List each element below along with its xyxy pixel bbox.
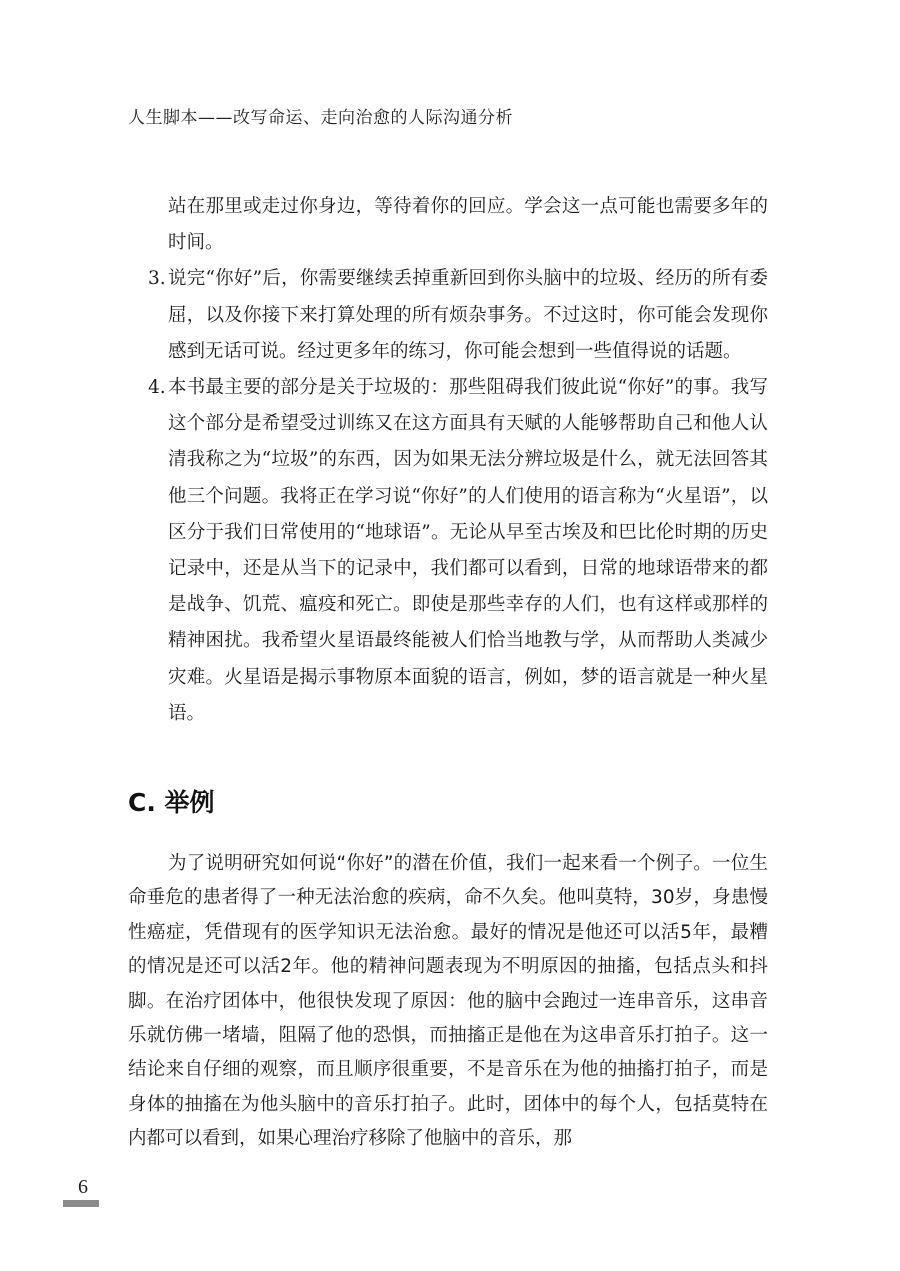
body-paragraph: 为了说明研究如何说“你好”的潜在价值，我们一起来看一个例子。一位生命垂危的患者得了一种无法治愈的疾病，命不久矣。他叫莫特，30岁，身患慢性癌症，凭借现有的医学知识无法治愈。最好的情况是他还可以活5年，最糟的情况是还可以活2年。他的精神问题表现为不明原因的抽搐，包括点头和抖脚。在治疗团体中，他很快发现了原因：他的脑中会跑过一连串音乐，这串音乐就仿佛一堵墙，阻隔了他的恐惧，而抽搐正是他在为这串音乐打拍子。这一结论来自仔细的观察，而且顺序很重要，不是音乐在为他的抽搐打拍子，而是身体的抽搐在为他头脑中的音乐打拍子。此时，团体中的每个人，包括莫特在内都可以看到，如果心理治疗移除了他脑中的音乐，那 xyxy=(128,853,768,1150)
list-item xyxy=(128,261,768,370)
main-content xyxy=(128,189,768,732)
numbered-list xyxy=(128,261,768,732)
section-heading: C. 举例 xyxy=(128,788,215,817)
page-number-bar xyxy=(63,1200,99,1207)
running-header: 人生脚本——改写命运、走向治愈的人际沟通分析 xyxy=(128,108,513,128)
list-item-number: 4. xyxy=(148,377,166,399)
continuation-paragraph: 站在那里或走过你身边，等待着你的回应。学会这一点可能也需要多年的时间。 xyxy=(168,196,768,254)
list-item-text: 说完“你好”后，你需要继续丢掉重新回到你头脑中的垃圾、经历的所有委屈，以及你接下来打算处理的所有烦杂事务。不过这时，你可能会发现你感到无话可说。经过更多年的练习，你可能会想到一些值得说的话题。 xyxy=(168,268,768,362)
page-number: 6 xyxy=(78,1176,88,1198)
list-item-text: 本书最主要的部分是关于垃圾的：那些阻碍我们彼此说“你好”的事。我写这个部分是希望受过训练又在这方面具有天赋的人能够帮助自己和他人认清我称之为“垃圾”的东西，因为如果无法分辨垃圾是什么，就无法回答其他三个问题。我将正在学习说“你好”的人们使用的语言称为“火星语”，以区分于我们日常使用的“地球语”。无论从早至古埃及和巴比伦时期的历史记录中，还是从当下的记录中，我们都可以看到，日常的地球语带来的都是战争、饥荒、瘟疫和死亡。即使是那些幸存的人们，也有这样或那样的精神困扰。我希望火星语最终能被人们恰当地教与学，从而帮助人类减少灾难。火星语是揭示事物原本面貌的语言，例如，梦的语言就是一种火星语。 xyxy=(168,377,768,724)
list-item xyxy=(128,370,768,732)
list-item-number: 3. xyxy=(148,268,166,290)
